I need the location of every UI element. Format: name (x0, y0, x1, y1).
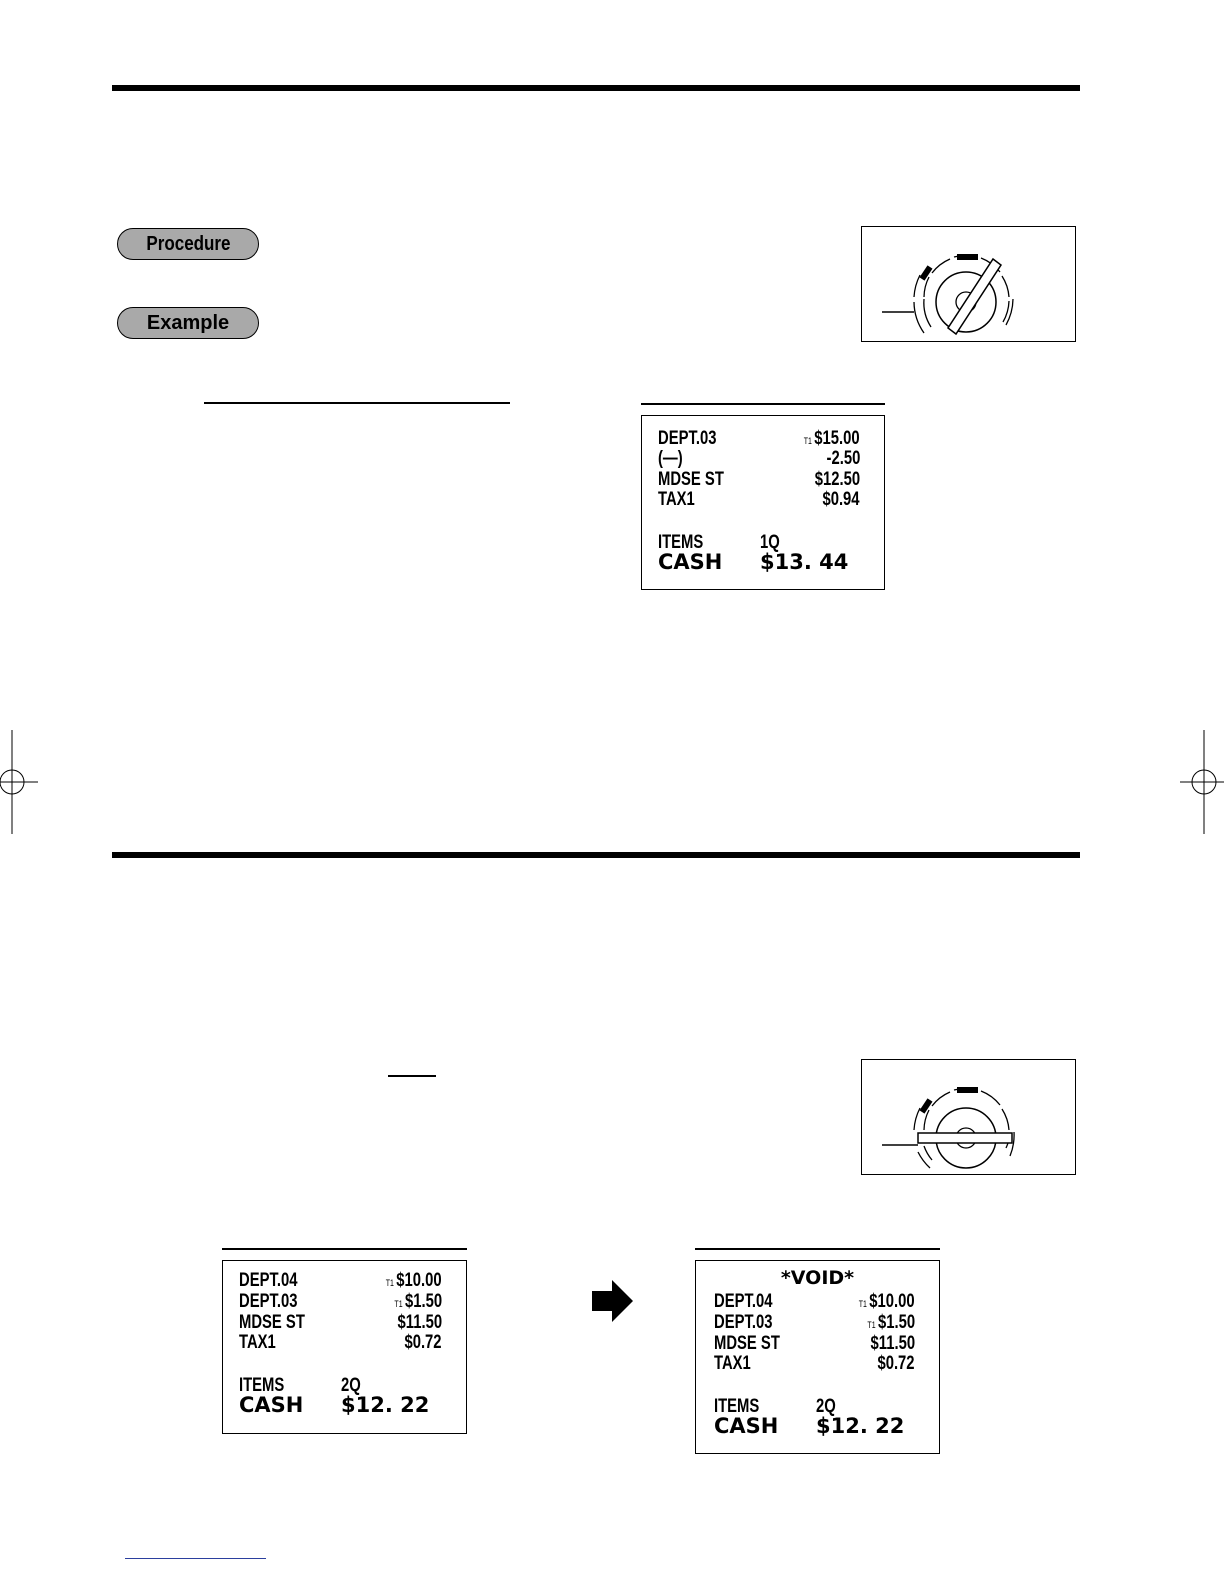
amount: $1.50 (404, 1291, 442, 1312)
amount: $11.50 (870, 1333, 915, 1354)
underline-short (388, 1075, 436, 1077)
receipt-line-value (394, 1291, 442, 1312)
amount: -2.50 (826, 448, 860, 469)
procedure-badge (117, 228, 259, 260)
receipt-line-label: TAX1 (658, 489, 695, 510)
receipt-line-label: DEPT.04 (239, 1270, 298, 1291)
items-value: 2Q (816, 1396, 836, 1417)
receipt-tearline (222, 1248, 467, 1250)
cash-value: $12. 22 (816, 1414, 905, 1438)
receipt-line-value (823, 489, 860, 510)
receipt-line-label: MDSE ST (714, 1333, 780, 1354)
amount: $15.00 (814, 428, 860, 449)
receipt-after-void (695, 1260, 940, 1454)
receipt-line-label: MDSE ST (658, 469, 724, 490)
example-badge (117, 307, 259, 339)
mode-switch-box (861, 1059, 1076, 1175)
amount: $0.72 (404, 1332, 442, 1353)
receipt-line-label: DEPT.03 (239, 1291, 298, 1312)
section-rule-top (112, 85, 1080, 91)
receipt-line-value (826, 448, 860, 469)
tax-mark: T1 (867, 1320, 876, 1330)
tax-mark: T1 (804, 436, 813, 446)
amount: $10.00 (396, 1270, 442, 1291)
items-value: 1Q (760, 532, 780, 553)
amount: $11.50 (397, 1312, 442, 1333)
cash-value: $12. 22 (341, 1393, 430, 1417)
mode-switch-icon (862, 1060, 1074, 1173)
items-label: ITEMS (714, 1396, 760, 1417)
receipt-line-label: MDSE ST (239, 1312, 305, 1333)
receipt-tearline (695, 1248, 940, 1250)
mode-switch-box (861, 226, 1076, 342)
example-label: Example (146, 311, 230, 334)
void-header: *VOID* (780, 1267, 855, 1289)
footer-link-underline (125, 1558, 266, 1559)
cash-label: CASH (714, 1414, 779, 1438)
registration-mark-icon (0, 730, 40, 834)
amount: $10.00 (869, 1291, 915, 1312)
mode-switch-icon (862, 227, 1074, 340)
cash-value: $13. 44 (760, 550, 849, 574)
section-rule-middle (112, 852, 1080, 858)
receipt-line-value (870, 1333, 915, 1354)
underline-blank (204, 402, 510, 404)
tax-mark: T1 (394, 1299, 403, 1309)
items-value: 2Q (341, 1375, 361, 1396)
tax-mark: T1 (859, 1299, 868, 1309)
amount: $0.72 (877, 1353, 915, 1374)
receipt-line-value (397, 1312, 442, 1333)
right-arrow-icon (592, 1280, 634, 1322)
amount: $12.50 (814, 469, 860, 490)
items-label: ITEMS (239, 1375, 285, 1396)
amount: $0.94 (822, 489, 860, 510)
receipt-line-value (859, 1291, 915, 1312)
receipt-line-label: DEPT.04 (714, 1291, 773, 1312)
receipt-line-value (386, 1270, 442, 1291)
receipt-line-value (867, 1312, 915, 1333)
cash-label: CASH (239, 1393, 304, 1417)
registration-mark-icon (1180, 730, 1224, 834)
receipt-before-void (222, 1260, 467, 1434)
receipt-example-1 (641, 415, 885, 590)
receipt-line-value (815, 469, 860, 490)
amount: $1.50 (877, 1312, 915, 1333)
items-label: ITEMS (658, 532, 704, 553)
receipt-line-label: TAX1 (714, 1353, 751, 1374)
receipt-line-value (804, 428, 860, 449)
tax-mark: T1 (386, 1278, 395, 1288)
receipt-line-label: DEPT.03 (658, 428, 717, 449)
receipt-line-value (878, 1353, 915, 1374)
receipt-line-value (405, 1332, 442, 1353)
receipt-line-label: (—) (658, 448, 683, 469)
receipt-line-label: DEPT.03 (714, 1312, 773, 1333)
cash-label: CASH (658, 550, 723, 574)
procedure-label: Procedure (145, 232, 231, 255)
receipt-tearline (641, 403, 885, 405)
receipt-line-label: TAX1 (239, 1332, 276, 1353)
